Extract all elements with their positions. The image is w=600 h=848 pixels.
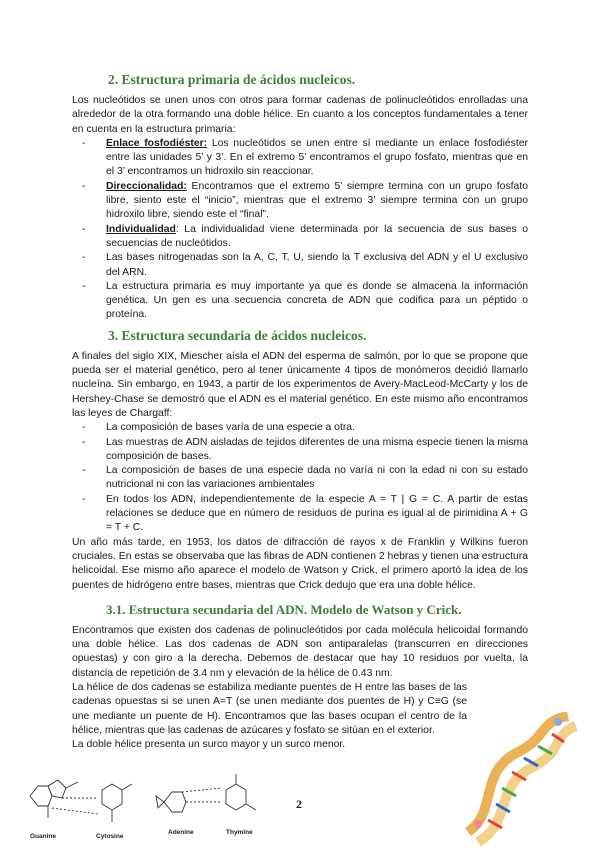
section-3-outro: Un año más tarde, en 1953, los datos de difracción de rayos x de Franklin y Wilkins fueron cruciales. En estas se observaba que las fibras de ADN contienen 2 hebras y tienen una estructura helicoidal. Ese mismo año aparece el modelo de Watson y Crick, el primero aportó la idea de los puentes de hidrógeno entre bases, mientras que Crick dedujo que era una doble hélice. (72, 536, 528, 591)
item-text: Las muestras de ADN aisladas de tejidos diferentes de una misma especie tienen la misma composición de bases. (106, 436, 528, 462)
section-3-1-title: 3.1. Estructura secundaria del ADN. Modelo de Watson y Crick. (106, 601, 462, 617)
bullet-dash: - (82, 223, 86, 235)
bullet-dash: - (82, 280, 86, 292)
base-pairs-figure (22, 768, 284, 842)
section-3-1-paragraph-2: La hélice de dos cadenas se estabiliza mediante puentes de H entre las bases de las cadenas opuestas si se unen A=T (se unen mediante dos puentes de H) y C≡G (se une mediante un puente de H). Encontramos que las bases ocupan el centro de la hélice, mientras que las cadenas de azúcares y fosfato se sitúan en el exterior. (72, 681, 467, 736)
section-2-list (72, 137, 528, 323)
document-content (72, 71, 528, 752)
bullet-dash: - (82, 436, 86, 448)
section-2-title: 2. Estructura primaria de ácidos nucleicos. (108, 72, 356, 87)
bullet-dash: - (82, 493, 86, 505)
list-item (82, 464, 528, 493)
bullet-dash: - (82, 422, 86, 434)
list-item (82, 180, 528, 223)
section-3-intro: A finales del siglo XIX, Miescher aísla el ADN del esperma de salmón, por lo que se propone que pueda ser el material genético, pero al tener únicamente 4 tipos de monómeros decidió llamarlo nucleína. Sin embargo, en 1943, a partir de los experimentos de Avery-MacLeod-McCarty y los de Hershey-Chase se demostró que el ADN es el material genético. En este mismo año encontramos las leyes de Chargaff: (72, 350, 528, 419)
bullet-dash: - (82, 137, 86, 149)
term-label: Enlace fosfodiéster: (106, 137, 208, 149)
item-text: La composición de bases varía de una especie a otra. (106, 422, 355, 434)
section-3-list (72, 421, 528, 535)
section-3-title: 3. Estructura secundaria de ácidos nucleicos. (108, 327, 367, 343)
list-item (82, 251, 528, 280)
section-2-intro: Los nucleótidos se unen unos con otros para formar cadenas de polinucleótidos enrolladas una alrededor de la otra formando una doble hélice. En cuanto a los conceptos fundamentales a tener en cuenta en la estructura primaria: (72, 95, 528, 135)
figure-label-thymine: Thymine (226, 829, 253, 836)
item-text: Los nucleótidos se unen entre sí mediante un enlace fosfodiéster entre las unidades 5’ y 3’. En el extremo 5’ encontramos el grupo fosfato, mientras que en el 3’ encontramos un hidroxilo sin reaccionar. (106, 137, 528, 178)
list-item (82, 280, 528, 323)
list-item (82, 436, 528, 465)
section-3-1-paragraph-3: La doble hélice presenta un surco mayor y un surco menor. (72, 739, 346, 751)
bullet-dash: - (82, 180, 86, 192)
list-item (82, 421, 528, 435)
bullet-dash: - (82, 252, 86, 264)
term-label: Direccionalidad: (106, 180, 187, 192)
adenine-thymine-structure (156, 774, 256, 812)
item-text: La estructura primaria es muy importante ya que es donde se almacena la información genética. Un gen es una secuencia concreta de ADN que codifica para un péptido o proteína. (106, 280, 528, 321)
dna-double-helix-figure (458, 712, 580, 846)
guanine-cytosine-structure (30, 780, 132, 822)
figure-label-guanine: Guanine (30, 833, 57, 840)
item-text: En todos los ADN, independientemente de la especie A = T | G = C. A partir de estas relaciones se deduce que en número de residuos de purina es igual al de pirimidina A + G = T + C. (106, 493, 528, 534)
item-text: La composición de bases de una especie dada no varía ni con la edad ni con su estado nutricional ni con las variaciones ambientales (106, 465, 528, 491)
list-item (82, 223, 528, 252)
figure-label-adenine: Adenine (168, 829, 194, 836)
bullet-dash: - (82, 465, 86, 477)
section-3-1-paragraph-1: Encontramos que existen dos cadenas de polinucleótidos por cada molécula helicoidal formando una doble hélice. Las dos cadenas de ADN son antiparalelas (transcurren en direcciones opuestas) y con giro a la derecha. Debemos de destacar que hay 10 residuos por vuelta, la distancia de repetición de 3.4 nm y elevación de la hélice de 0.43 nm. (72, 624, 528, 679)
item-text: Las bases nitrogenadas son la A, C, T, U, siendo la T exclusiva del ADN y el U exclusivo del ARN. (106, 252, 528, 278)
item-text: : La individualidad viene determinada por la secuencia de sus bases o secuencias de nucleótidos. (106, 223, 528, 249)
page-number: 2 (296, 797, 302, 811)
figure-label-cytosine: Cytosine (96, 833, 124, 840)
list-item (82, 493, 528, 536)
term-label: Individualidad (106, 223, 176, 235)
list-item (82, 137, 528, 180)
item-text: Encontramos que el extremo 5’ siempre termina con un grupo fosfato libre, siento este el “inicio”, mientras que el extremo 3’ siempre termina con un grupo hidroxilo libre, siendo este el “final”. (106, 180, 528, 221)
